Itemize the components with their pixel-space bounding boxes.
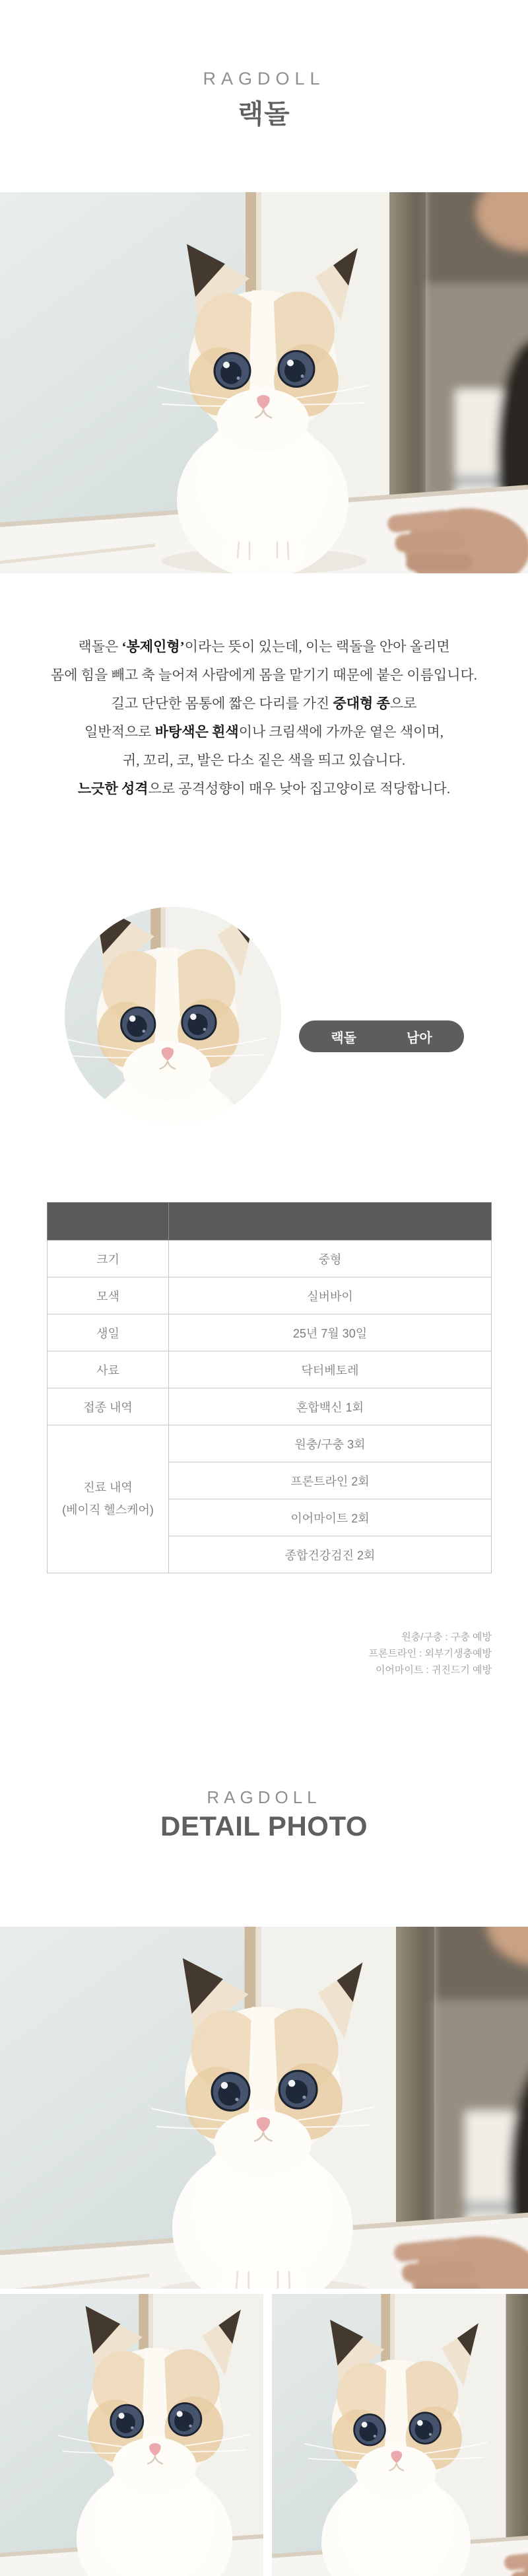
medical-treatment: 종합건강검진 2회 [169, 1536, 492, 1573]
breed-description: 랙돌은 ‘봉제인형’이라는 뜻이 있는데, 이는 랙돌을 안아 올리면 몸에 힘을 빼고 축 늘어져 사람에게 몸을 맡기기 때문에 붙은 이름입니다. 길고 단단한 몸통에 짧은 다리를 가진 중대형 종으로 일반적으로 바탕색은 흰색이나 크림색에 가까운 옅은 색이며, 귀, 꼬리, 코, 발은 다소 짙은 색을 띄고 있습니다. 느긋한 성격으로 공격성향이 매우 낮아 집고양이로 적당합니다. [50, 639, 478, 797]
profile-kitten-photo [65, 907, 281, 1124]
medical-treatment: 프론트라인 2회 [169, 1462, 492, 1499]
breed-title-block [0, 69, 528, 131]
table-header-row [48, 1203, 492, 1240]
table-row-medical [48, 1425, 492, 1462]
row-label: 접종 내역 [48, 1388, 169, 1425]
table-header-label-cell [48, 1203, 169, 1240]
row-value: 혼합백신 1회 [169, 1388, 492, 1425]
badge-breed-label: 랙돌 [331, 1030, 356, 1046]
table-row [48, 1388, 492, 1425]
hero-kitten-photo [0, 192, 528, 573]
row-value: 중형 [169, 1240, 492, 1277]
detail-title: DETAIL PHOTO [160, 1810, 368, 1842]
breed-sex-badge [299, 1020, 464, 1052]
medical-label-line1: 진료 내역 [83, 1481, 133, 1495]
detail-kitten-photo [0, 1927, 528, 2289]
row-label: 크기 [48, 1240, 169, 1277]
table-row [48, 1351, 492, 1388]
row-value: 실버바이 [169, 1277, 492, 1314]
table-header-value-cell [169, 1203, 492, 1240]
detail-title-en: RAGDOLL [207, 1787, 321, 1807]
table-row [48, 1277, 492, 1314]
footnote: 프론트라인 : 외부기생충예방 [368, 1648, 492, 1659]
footnote: 원충/구충 : 구충 예방 [401, 1631, 492, 1643]
detail-title-block [0, 1787, 528, 1842]
detail-kitten-photo-right [272, 2294, 528, 2576]
table-row [48, 1314, 492, 1351]
medical-treatment: 이어마이트 2회 [169, 1499, 492, 1536]
row-value: 25년 7월 30일 [169, 1314, 492, 1351]
medical-label-cell [48, 1425, 169, 1573]
row-label: 모색 [48, 1277, 169, 1314]
row-label: 사료 [48, 1351, 169, 1388]
breed-title-en: RAGDOLL [203, 69, 325, 89]
breed-title-ko: 랙돌 [238, 100, 290, 129]
medical-label-line2: (베이직 헬스케어) [62, 1503, 154, 1517]
medical-treatment: 원충/구충 3회 [169, 1425, 492, 1462]
row-value: 닥터베토레 [169, 1351, 492, 1388]
detail-kitten-photo-left [0, 2294, 263, 2576]
kitten-info-table [47, 1202, 492, 1573]
footnote: 이어마이트 : 귀진드기 예방 [375, 1664, 492, 1676]
row-label: 생일 [48, 1314, 169, 1351]
treatment-footnotes [47, 1629, 492, 1678]
badge-sex-label: 남아 [407, 1030, 432, 1046]
table-row [48, 1240, 492, 1277]
